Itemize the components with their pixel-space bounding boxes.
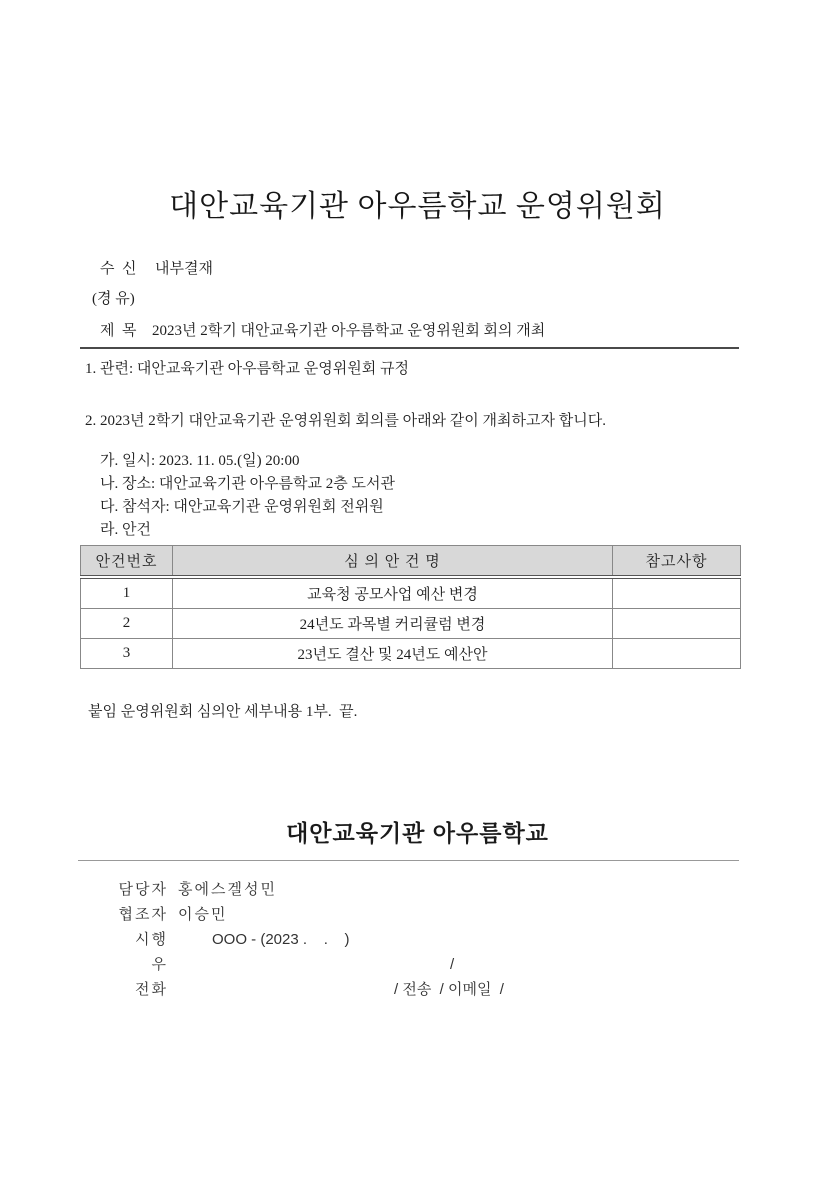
org-name: 대안교육기관 아우름학교	[286, 820, 549, 846]
header-agenda-note: 참고사항	[613, 546, 741, 578]
coop-value: 이승민	[178, 906, 228, 923]
attachment-line: 붙임 운영위원회 심의안 세부내용 1부. 끝.	[88, 704, 358, 720]
table-row	[81, 639, 741, 669]
item-attendees: 다. 참석자: 대안교육기관 운영위원회 전위원	[100, 499, 384, 515]
item-location: 나. 장소: 대안교육기관 아우름학교 2층 도서관	[100, 476, 395, 492]
agenda-name-cell: 23년도 결산 및 24년도 예산안	[173, 639, 613, 669]
exec-value: OOO - (2023 . . )	[212, 931, 350, 948]
tel-value: / 전송 / 이메일 /	[394, 981, 504, 998]
recipient-value: 내부결재	[155, 261, 213, 277]
table-row	[81, 577, 741, 609]
zip-value: /	[450, 956, 455, 973]
agenda-name-cell: 24년도 과목별 커리큘럼 변경	[173, 609, 613, 639]
header-agenda-no: 안건번호	[81, 546, 173, 578]
exec-label: 시행	[135, 931, 168, 948]
subject-label: 제 목	[100, 323, 137, 339]
agenda-table	[80, 545, 741, 669]
agenda-note-cell	[613, 609, 741, 639]
doc-title: 대안교육기관 아우름학교 운영위원회	[169, 190, 666, 223]
item-agenda: 라. 안건	[100, 522, 151, 538]
agenda-header-row	[81, 546, 741, 578]
agenda-no-cell: 1	[81, 577, 173, 609]
zip-label: 우	[151, 956, 168, 973]
opening-paragraph: 2. 2023년 2학기 대안교육기관 운영위원회 회의를 아래와 같이 개최하고자 합니다.	[85, 413, 606, 429]
coop-label: 협조자	[118, 906, 168, 923]
agenda-name-cell: 교육청 공모사업 예산 변경	[173, 577, 613, 609]
footer-divider	[78, 860, 739, 861]
recipient-label: 수 신	[100, 261, 137, 277]
agenda-note-cell	[613, 577, 741, 609]
staff-label: 담당자	[118, 881, 168, 898]
agenda-no-cell: 3	[81, 639, 173, 669]
tel-label: 전화	[135, 981, 168, 998]
agenda-note-cell	[613, 639, 741, 669]
subject-value: 2023년 2학기 대안교육기관 아우름학교 운영위원회 회의 개최	[152, 323, 546, 339]
related-paragraph: 1. 관련: 대안교육기관 아우름학교 운영위원회 규정	[85, 361, 409, 377]
via-line: (경 유)	[92, 291, 135, 307]
title-divider	[80, 347, 739, 349]
header-agenda-name: 심 의 안 건 명	[173, 546, 613, 578]
agenda-no-cell: 2	[81, 609, 173, 639]
staff-value: 홍에스겔성민	[178, 881, 277, 898]
item-datetime: 가. 일시: 2023. 11. 05.(일) 20:00	[100, 453, 300, 469]
table-row	[81, 609, 741, 639]
